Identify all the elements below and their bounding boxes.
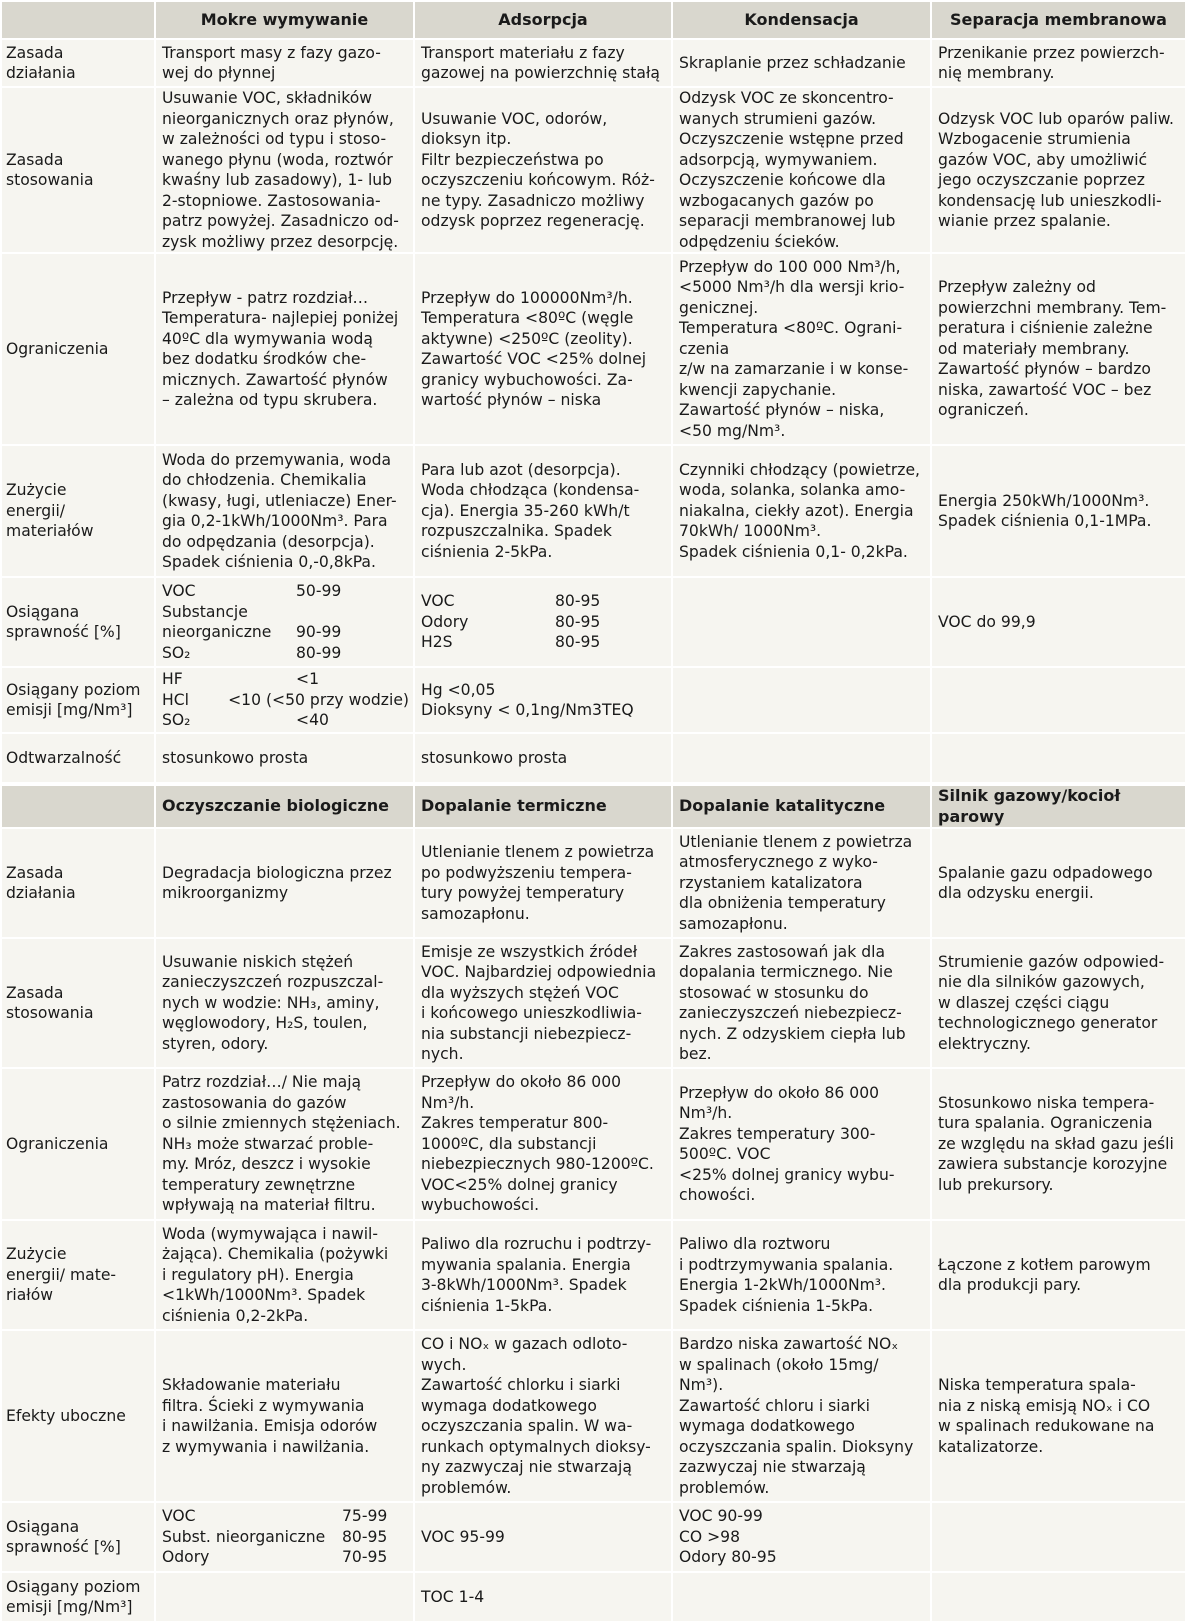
table-cell: Przepływ do 100000Nm³/h. Temperatura <80ºC (węgle aktywne) <250ºC (zeolity). Zawartość VOC <25% dolnej granicy wybuchowości. Za- wartość płynów – niska: [414, 253, 672, 445]
table-cell: Paliwo dla rozruchu i podtrzy- mywania spalania. Energia 3-8kWh/1000Nm³. Spadek ciśnienia 1-5kPa.: [414, 1220, 672, 1330]
value-number: <1: [296, 670, 319, 689]
row-label: Zużycie energii/ materiałów: [1, 445, 155, 577]
row-label: Osiągana sprawność [%]: [1, 1502, 155, 1572]
value-number: <10 (<50 przy wodzie): [228, 690, 409, 709]
table-cell: Utlenianie tlenem z powietrza atmosferycznego z wyko- rzystaniem katalizatora dla obniżenia temperatury samozapłonu.: [672, 828, 931, 938]
table-cell: [155, 1502, 414, 1572]
table-cell: [155, 667, 414, 733]
table-cell: Hg <0,05 Dioksyny < 0,1ng/Nm3TEQ: [414, 667, 672, 733]
table-cell: [931, 1502, 1185, 1572]
value-key: VOC: [162, 1507, 196, 1526]
table-cell: Spalanie gazu odpadowego dla odzysku energii.: [931, 828, 1185, 938]
table-cell: VOC do 99,9: [931, 577, 1185, 667]
table-cell: Utlenianie tlenem z powietrza po podwyższeniu tempera- tury powyżej temperatury samozapłonu.: [414, 828, 672, 938]
value-line: [162, 710, 409, 731]
table-row: [1, 828, 1185, 938]
table-cell: Strumienie gazów odpowied- nie dla silników gazowych, w dlaszej części ciągu technologicznego generator elektryczny.: [931, 938, 1185, 1068]
table-cell: Energia 250kWh/1000Nm³. Spadek ciśnienia 0,1-1MPa.: [931, 445, 1185, 577]
row-label: Osiągana sprawność [%]: [1, 577, 155, 667]
value-number: 80-99: [296, 643, 342, 662]
table-cell: Przepływ - patrz rozdział… Temperatura- najlepiej poniżej 40ºC dla wymywania wodą bez dodatku środków che- micznych. Zawartość płynów – zależna od typu skrubera.: [155, 253, 414, 445]
row-label: Odtwarzalność: [1, 733, 155, 783]
table-header-row: [1, 1, 1185, 39]
value-line: [162, 643, 409, 664]
value-key: HCl: [162, 690, 189, 709]
table-row: [1, 445, 1185, 577]
table-cell: Przenikanie przez powierzch- nię membrany.: [931, 39, 1185, 87]
table-cell: Składowanie materiału filtra. Ścieki z wymywania i nawilżania. Emisja odorów z wymywania i nawilżania.: [155, 1330, 414, 1502]
value-key: H2S: [421, 633, 453, 652]
value-line: [162, 1527, 409, 1548]
table-row: [1, 253, 1185, 445]
table-cell: [672, 667, 931, 733]
value-line: [162, 669, 409, 690]
value-number: 90-99: [296, 623, 342, 641]
table-cell: [155, 577, 414, 667]
header-corner: [1, 785, 155, 828]
header-kondensacja: Kondensacja: [672, 1, 931, 39]
table-cell: Czynniki chłodzący (powietrze, woda, solanka, solanka amo- niakalna, ciekły azot). Energia 70kWh/ 1000Nm³. Spadek ciśnienia 0,1- 0,2kPa.: [672, 445, 931, 577]
table-row: [1, 39, 1185, 87]
header-dopalanie-katalityczne: Dopalanie katalityczne: [672, 785, 931, 828]
value-key: Substancje: [162, 602, 248, 621]
value-number: 80-95: [342, 1527, 388, 1546]
table-header-row: [1, 785, 1185, 828]
table-cell: Skraplanie przez schładzanie: [672, 39, 931, 87]
value-key: Odory: [421, 612, 469, 631]
value-number: <40: [296, 711, 329, 730]
value-key: Subst. nieorganiczne: [162, 1527, 326, 1546]
value-key: VOC: [162, 582, 196, 600]
table-cell: Paliwo dla roztworu i podtrzymywania spalania. Energia 1-2kWh/1000Nm³. Spadek ciśnienia 1-5kPa.: [672, 1220, 931, 1330]
row-label: Zużycie energii/ mate- riałów: [1, 1220, 155, 1330]
table-cell: Emisje ze wszystkich źródeł VOC. Najbardziej odpowiednia dla wyższych stężeń VOC i końcowego unieszkodliwia- nia substancji niebezpiecz- nych.: [414, 938, 672, 1068]
table-cell: Łączone z kotłem parowym dla produkcji pary.: [931, 1220, 1185, 1330]
table-cell: Odzysk VOC lub oparów paliw. Wzbogacenie strumienia gazów VOC, aby umożliwić jego oczyszczanie poprzez kondensację lub unieszkodli- wianie przez spalanie.: [931, 87, 1185, 253]
table-cell: Woda do przemywania, woda do chłodzenia. Chemikalia (kwasy, ługi, utleniacze) Ener- gia 0,2-1kWh/1000Nm³. Para do odpędzania (desorpcja). Spadek ciśnienia 0,-0,8kPa.: [155, 445, 414, 577]
table-cell: Niska temperatura spala- nia z niską emisją NOₓ i CO w spalinach redukowane na katalizatorze.: [931, 1330, 1185, 1502]
value-line: [162, 581, 409, 602]
value-number: 80-95: [555, 633, 601, 652]
value-key: nieorganiczne: [162, 623, 272, 641]
row-label: Ograniczenia: [1, 253, 155, 445]
value-key: HF: [162, 670, 183, 689]
table-cell: Patrz rozdział…/ Nie mają zastosowania do gazów o silnie zmiennych stężeniach. NH₃ może stwarzać proble- my. Mróz, deszcz i wysokie temperatury zewnętrzne wpływają na materiał filtru.: [155, 1068, 414, 1220]
table-cell: stosunkowo prosta: [155, 733, 414, 783]
table-cell: [155, 1572, 414, 1622]
value-number: 80-95: [555, 592, 601, 611]
table-cell: Przepływ do 100 000 Nm³/h, <5000 Nm³/h dla wersji krio- genicznej. Temperatura <80ºC. Ograni- czenia z/w na zamarzanie i w konse- kwencji zapychanie. Zawartość płynów – niska, <50 mg/Nm³.: [672, 253, 931, 445]
table-cell: [672, 577, 931, 667]
table-row: [1, 1330, 1185, 1502]
table-cell: CO i NOₓ w gazach odloto- wych. Zawartość chlorku i siarki wymaga dodatkowego oczyszczania spalin. W wa- runkach optymalnych dioksy- ny zazwyczaj nie stwarzają problemów.: [414, 1330, 672, 1502]
table-cell: Odzysk VOC ze skoncentro- wanych strumieni gazów. Oczyszczenie wstępne przed adsorpcją, wymywaniem. Oczyszczenie końcowe dla wzbogacanych gazów po separacji membranowej lub odpędzeniu ścieków.: [672, 87, 931, 253]
value-line: [162, 1506, 409, 1527]
table-cell: Bardzo niska zawartość NOₓ w spalinach (około 15mg/ Nm³). Zawartość chloru i siarki wymaga dodatkowego oczyszczania spalin. Dioksyny zazwyczaj nie stwarzają problemów.: [672, 1330, 931, 1502]
value-key: SO₂: [162, 711, 191, 730]
header-separacja-membranowa: Separacja membranowa: [931, 1, 1185, 39]
table-row: [1, 733, 1185, 783]
value-line: [162, 602, 409, 623]
table-cell: Usuwanie niskich stężeń zanieczyszczeń rozpuszczal- nych w wodzie: NH₃, aminy, węglowodory, H₂S, toulen, styren, odory.: [155, 938, 414, 1068]
table-cell: TOC 1-4: [414, 1572, 672, 1622]
table-cell: Transport masy z fazy gazo- wej do płynnej: [155, 39, 414, 87]
value-line: [421, 591, 667, 612]
table-cell: Zakres zastosowań jak dla dopalania termicznego. Nie stosować w stosunku do zanieczyszczeń niebezpiecz- nych. Z odzyskiem ciepła lub bez.: [672, 938, 931, 1068]
row-label: Zasada stosowania: [1, 87, 155, 253]
table-cell: [931, 1572, 1185, 1622]
table-cell: Degradacja biologiczna przez mikroorganizmy: [155, 828, 414, 938]
table-cell: [414, 577, 672, 667]
comparison-table-2: [0, 784, 1185, 1623]
table-cell: Woda (wymywająca i nawil- żająca). Chemikalia (pożywki i regulatory pH). Energia <1kWh/1000Nm³. Spadek ciśnienia 0,2-2kPa.: [155, 1220, 414, 1330]
value-key: VOC: [421, 592, 455, 611]
table-cell: Usuwanie VOC, odorów, dioksyn itp. Filtr bezpieczeństwa po oczyszczeniu końcowym. Róż- ne typy. Zasadniczo możliwy odzysk poprzez regenerację.: [414, 87, 672, 253]
table-cell: Para lub azot (desorpcja). Woda chłodząca (kondensa- cja). Energia 35-260 kWh/t rozpuszczalnika. Spadek ciśnienia 2-5kPa.: [414, 445, 672, 577]
table-row: [1, 938, 1185, 1068]
value-line: [162, 622, 409, 643]
table-cell: Stosunkowo niska tempera- tura spalania. Ograniczenia ze względu na skład gazu jeśli zawiera substancje korozyjne lub prekursory.: [931, 1068, 1185, 1220]
table-cell: [672, 1572, 931, 1622]
table-cell: Przepływ zależny od powierzchni membrany. Tem- peratura i ciśnienie zależne od materiały membrany. Zawartość płynów – bardzo niska, zawartość VOC – bez ograniczeń.: [931, 253, 1185, 445]
header-oczyszczanie-biologiczne: Oczyszczanie biologiczne: [155, 785, 414, 828]
row-label: Efekty uboczne: [1, 1330, 155, 1502]
header-corner: [1, 1, 155, 39]
table-row: [1, 577, 1185, 667]
value-number: 80-95: [555, 612, 601, 631]
table-row: [1, 87, 1185, 253]
value-key: Odory: [162, 1548, 210, 1567]
row-label: Zasada działania: [1, 39, 155, 87]
value-line: [421, 612, 667, 633]
table-cell: [931, 733, 1185, 783]
table-cell: VOC 90-99 CO >98 Odory 80-95: [672, 1502, 931, 1572]
row-label: Ograniczenia: [1, 1068, 155, 1220]
table-cell: [672, 733, 931, 783]
table-row: [1, 1068, 1185, 1220]
table-cell: Transport materiału z fazy gazowej na powierzchnię stałą: [414, 39, 672, 87]
header-adsorpcja: Adsorpcja: [414, 1, 672, 39]
table-cell: stosunkowo prosta: [414, 733, 672, 783]
row-label: Osiągany poziom emisji [mg/Nm³]: [1, 667, 155, 733]
table-cell: Usuwanie VOC, składników nieorganicznych oraz płynów, w zależności od typu i stoso- wanego płynu (woda, roztwór kwaśny lub zasadowy), 1- lub 2-stopniowe. Zastosowania- patrz powyżej. Zasadniczo od- zysk możliwy przez desorpcję.: [155, 87, 414, 253]
value-key: SO₂: [162, 643, 191, 662]
table-row: [1, 667, 1185, 733]
table-cell: [931, 667, 1185, 733]
value-line: [162, 1547, 409, 1568]
row-label: Zasada stosowania: [1, 938, 155, 1068]
value-line: [421, 632, 667, 653]
table-cell: Przepływ do około 86 000 Nm³/h. Zakres temperatury 300- 500ºC. VOC <25% dolnej granicy wybu- chowości.: [672, 1068, 931, 1220]
value-number: 75-99: [342, 1507, 388, 1526]
header-silnik-gazowy: Silnik gazowy/kocioł parowy: [931, 785, 1185, 828]
header-mokre-wymywanie: Mokre wymywanie: [155, 1, 414, 39]
row-label: Zasada działania: [1, 828, 155, 938]
table-row: [1, 1502, 1185, 1572]
comparison-table-1: [0, 0, 1185, 784]
table-cell: Przepływ do około 86 000 Nm³/h. Zakres temperatur 800- 1000ºC, dla substancji niebezpiecznych 980-1200ºC. VOC<25% dolnej granicy wybuchowości.: [414, 1068, 672, 1220]
value-number: 50-99: [296, 582, 342, 600]
table-row: [1, 1220, 1185, 1330]
row-label: Osiągany poziom emisji [mg/Nm³]: [1, 1572, 155, 1622]
value-line: [162, 690, 409, 711]
table-cell: VOC 95-99: [414, 1502, 672, 1572]
value-number: 70-95: [342, 1548, 388, 1567]
header-dopalanie-termiczne: Dopalanie termiczne: [414, 785, 672, 828]
table-row: [1, 1572, 1185, 1622]
